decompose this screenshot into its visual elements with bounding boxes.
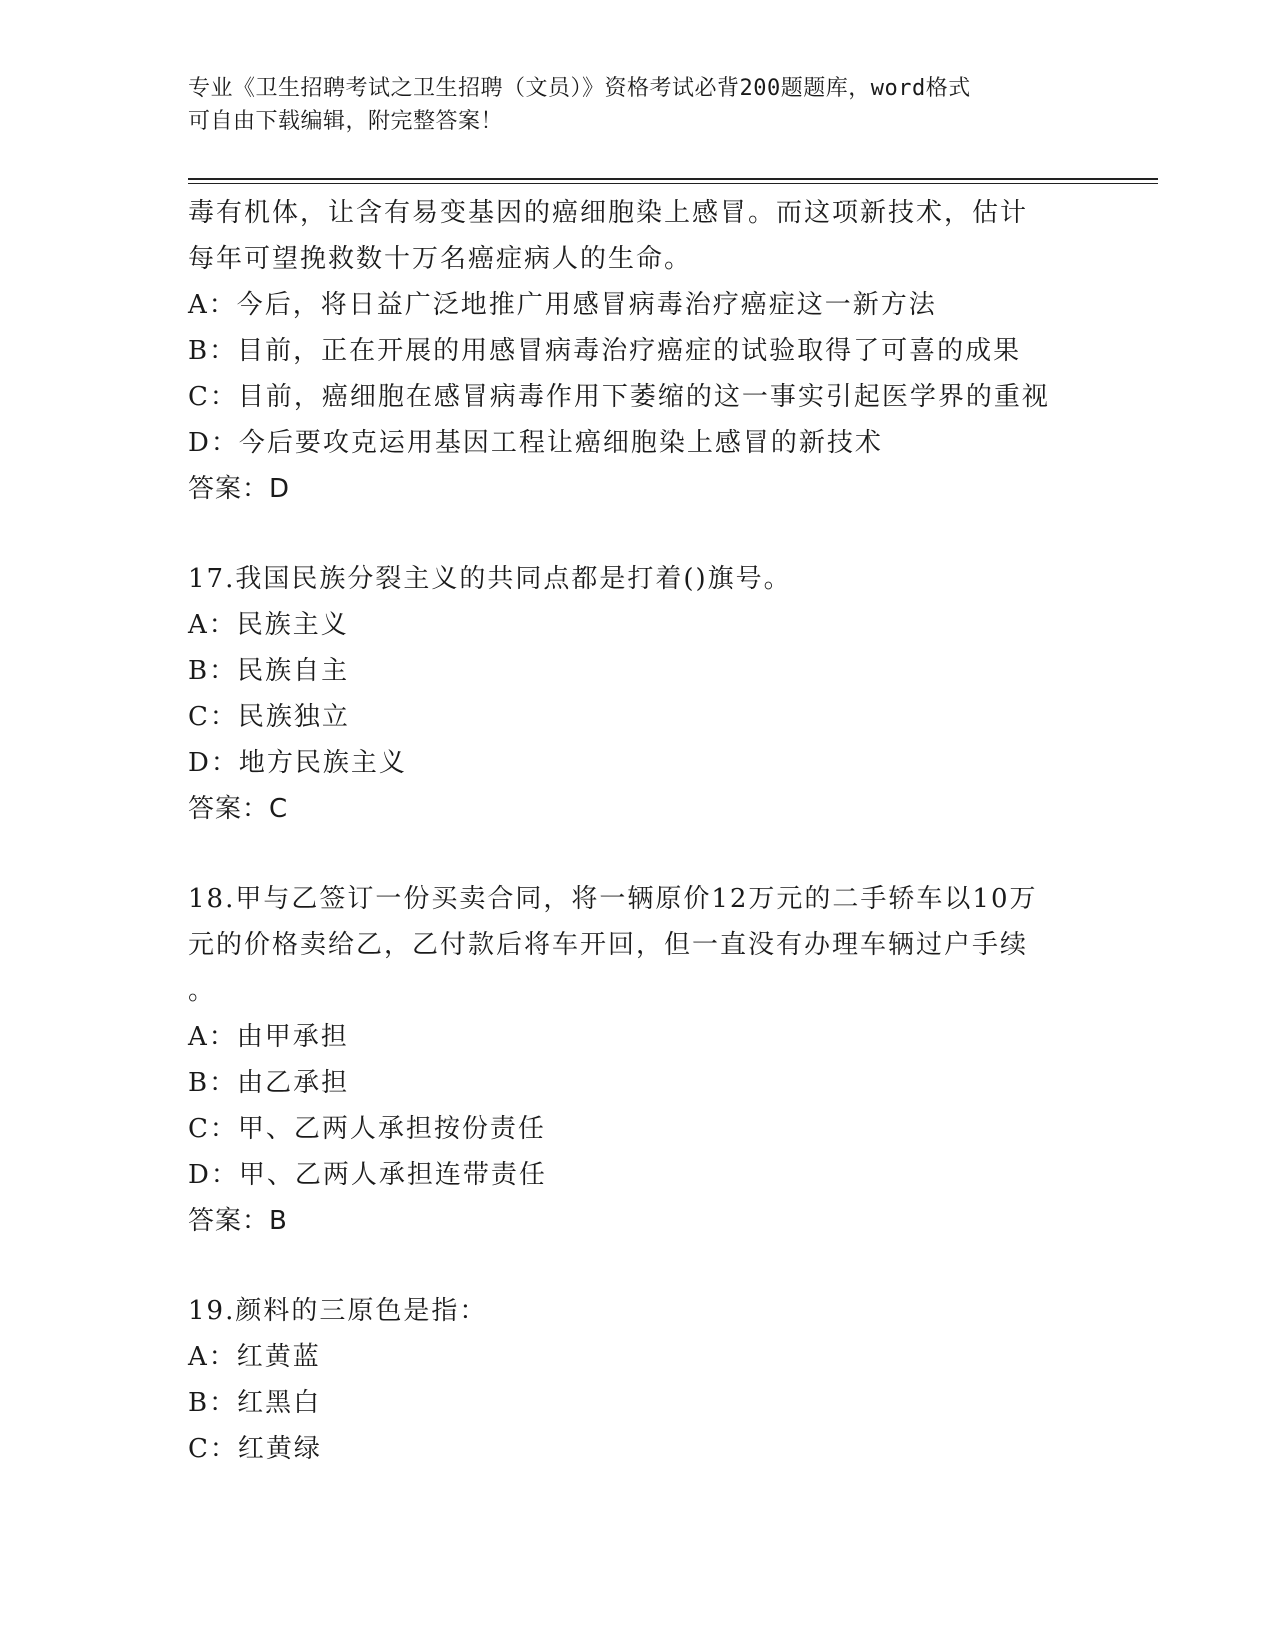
option-b: B：由乙承担: [188, 1068, 350, 1098]
question-continuation: [188, 190, 1088, 512]
question-text: 19.颜料的三原色是指：: [188, 1296, 488, 1326]
option-d: D：今后要攻克运用基因工程让癌细胞染上感冒的新技术: [188, 428, 883, 458]
question-spacer: [188, 512, 1088, 556]
option-d: D：甲、乙两人承担连带责任: [188, 1160, 547, 1190]
question-19: [188, 1288, 1088, 1472]
option-a: A：由甲承担: [188, 1022, 349, 1052]
question-spacer: [188, 832, 1088, 876]
option-a: A：民族主义: [188, 610, 349, 640]
option-b: B：红黑白: [188, 1388, 322, 1418]
document-body: [188, 190, 1088, 1472]
option-b: B：民族自主: [188, 656, 350, 686]
option-d: D：地方民族主义: [188, 748, 407, 778]
option-a: A：红黄蓝: [188, 1342, 321, 1372]
question-text-line: 每年可望挽救数十万名癌症病人的生命。: [188, 244, 693, 274]
option-a: A：今后，将日益广泛地推广用感冒病毒治疗癌症这一新方法: [188, 290, 937, 320]
header-divider-thick: [188, 178, 1158, 180]
question-text-line: 毒有机体，让含有易变基因的癌细胞染上感冒。而这项新技术，估计: [188, 198, 1029, 228]
option-c: C：甲、乙两人承担按份责任: [188, 1114, 546, 1144]
question-text-line: 。: [188, 976, 217, 1006]
answer-label: 答案：B: [188, 1206, 288, 1236]
option-c: C：红黄绿: [188, 1434, 322, 1464]
document-header: [188, 72, 1088, 138]
header-title-line-1: 专业《卫生招聘考试之卫生招聘（文员）》资格考试必背200题题库，word格式: [188, 76, 971, 101]
option-c: C：民族独立: [188, 702, 350, 732]
question-text-line: 元的价格卖给乙，乙付款后将车开回，但一直没有办理车辆过户手续: [188, 930, 1029, 960]
question-text-line: 18.甲与乙签订一份买卖合同，将一辆原价12万元的二手轿车以10万: [188, 884, 1038, 914]
question-17: [188, 556, 1088, 832]
option-b: B：目前，正在开展的用感冒病毒治疗癌症的试验取得了可喜的成果: [188, 336, 1022, 366]
answer-label: 答案：D: [188, 474, 291, 504]
question-text: 17.我国民族分裂主义的共同点都是打着()旗号。: [188, 564, 792, 594]
header-divider-thin: [188, 183, 1158, 184]
question-spacer: [188, 1244, 1088, 1288]
question-18: [188, 876, 1088, 1244]
answer-label: 答案：C: [188, 794, 289, 824]
option-c: C：目前，癌细胞在感冒病毒作用下萎缩的这一事实引起医学界的重视: [188, 382, 1050, 412]
header-title-line-2: 可自由下载编辑，附完整答案！: [188, 109, 504, 134]
